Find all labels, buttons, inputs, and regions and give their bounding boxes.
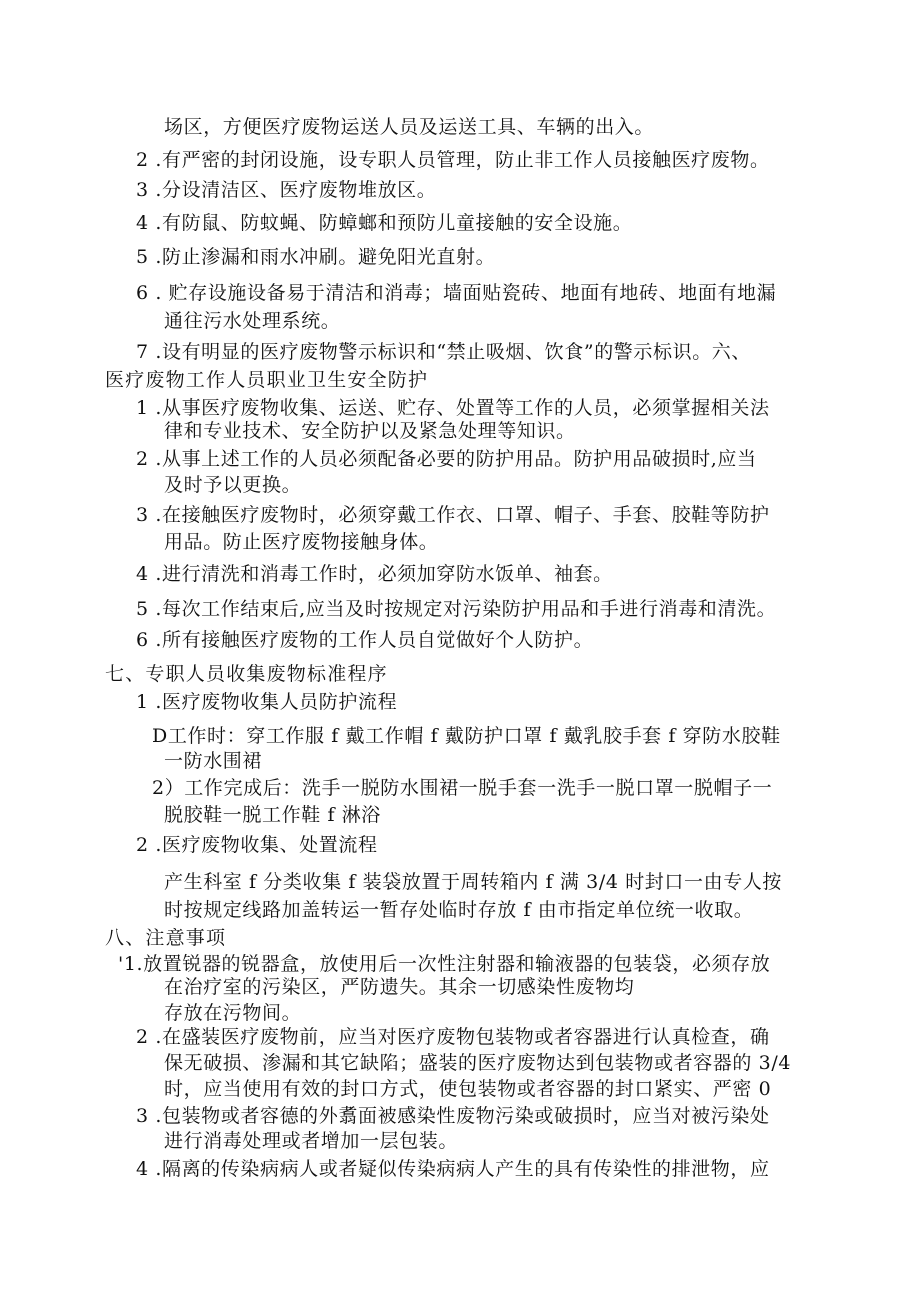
- text-line: 3 .包装物或者容德的外翥面被感染性废物污染或破损时，应当对被污染处: [136, 1105, 770, 1127]
- text-line: 及时予以更换。: [164, 474, 302, 496]
- text-line: 保无破损、渗漏和其它缺陷；盛装的医疗废物达到包装物或者容器的 3/4: [164, 1052, 792, 1074]
- text-line: 场区，方便医疗废物运送人员及运送工具、车辆的出入。: [164, 116, 655, 138]
- text-line: 4 .进行清洗和消毒工作时，必须加穿防水饭单、袖套。: [136, 563, 613, 585]
- text-line: 时，应当使用有效的封口方式，使包装物或者容器的封口紧实、严密 0: [164, 1078, 772, 1100]
- text-line: 2 .有严密的封闭设施，设专职人员管理，防止非工作人员接触医疗废物。: [136, 149, 770, 171]
- text-line: 用品。防止医疗废物接触身体。: [164, 531, 439, 553]
- text-line: 3 .分设清洁区、医疗废物堆放区。: [136, 179, 437, 201]
- text-line: 一防水围裙: [164, 750, 263, 772]
- text-line: 1 .从事医疗废物收集、运送、贮存、处置等工作的人员，必须掌握相关法: [136, 397, 770, 419]
- text-line: 5 .每次工作结束后,应当及时按规定对污染防护用品和手进行消毒和清洗。: [136, 598, 777, 620]
- text-line: 脱胶鞋一脱工作鞋 f 淋浴: [164, 804, 381, 826]
- text-line: 3 .在接触医疗废物时，必须穿戴工作衣、口罩、帽子、手套、胶鞋等防护: [136, 504, 770, 526]
- text-line: 进行消毒处理或者增加一层包装。: [164, 1130, 459, 1152]
- section-heading-seven: 七、专职人员收集废物标准程序: [105, 663, 388, 685]
- text-line: 通往污水处理系统。: [164, 310, 341, 332]
- text-line: 1 .医疗废物收集人员防护流程: [136, 691, 398, 713]
- text-line: D工作时：穿工作服 f 戴工作帽 f 戴防护口罩 f 戴乳胶手套 f 穿防水胶鞋: [152, 725, 781, 747]
- text-line: 6 . 贮存设施设备易于清洁和消毒；墙面贴瓷砖、地面有地砖、地面有地漏: [136, 282, 777, 304]
- text-line: 产生科室 f 分类收集 f 装袋放置于周转箱内 f 满 3/4 时封口一由专人按: [164, 871, 782, 893]
- section-heading-eight: 八、注意事项: [105, 927, 227, 949]
- text-line: '1.放置锐器的锐器盒，放使用后一次性注射器和输液器的包装袋，必须存放: [118, 953, 771, 975]
- text-line: 4 .隔离的传染病病人或者疑似传染病病人产生的具有传染性的排泄物，应: [136, 1158, 770, 1180]
- section-heading-six: 医疗废物工作人员职业卫生安全防护: [105, 369, 429, 391]
- text-line: 2）工作完成后：洗手一脱防水围裙一脱手套一洗手一脱口罩一脱帽子一: [152, 777, 773, 799]
- text-line: 时按规定线路加盖转运一暂存处临时存放 f 由市指定单位统一收取。: [164, 899, 754, 921]
- text-line: 2 .医疗废物收集、处置流程: [136, 834, 378, 856]
- text-line: 7 .设有明显的医疗废物警示标识和“禁止吸烟、饮食”的警示标识。六、: [136, 341, 751, 363]
- text-line: 5 .防止渗漏和雨水冲刷。避免阳光直射。: [136, 246, 496, 268]
- text-line: 4 .有防鼠、防蚊蝇、防蟑螂和预防儿童接触的安全设施。: [136, 212, 633, 234]
- text-line: 2 .在盛装医疗废物前，应当对医疗废物包装物或者容器进行认真检查，确: [136, 1026, 770, 1048]
- text-line: 律和专业技术、安全防护以及紧急处理等知识。: [164, 420, 576, 442]
- text-line: 6 .所有接触医疗废物的工作人员自觉做好个人防护。: [136, 629, 594, 651]
- text-line: 在治疗室的污染区，严防遗失。其余一切感染性废物均: [164, 976, 635, 998]
- text-line: 2 .从事上述工作的人员必须配备必要的防护用品。防护用品破损时,应当: [136, 448, 757, 470]
- text-line: 存放在污物间。: [164, 1002, 302, 1024]
